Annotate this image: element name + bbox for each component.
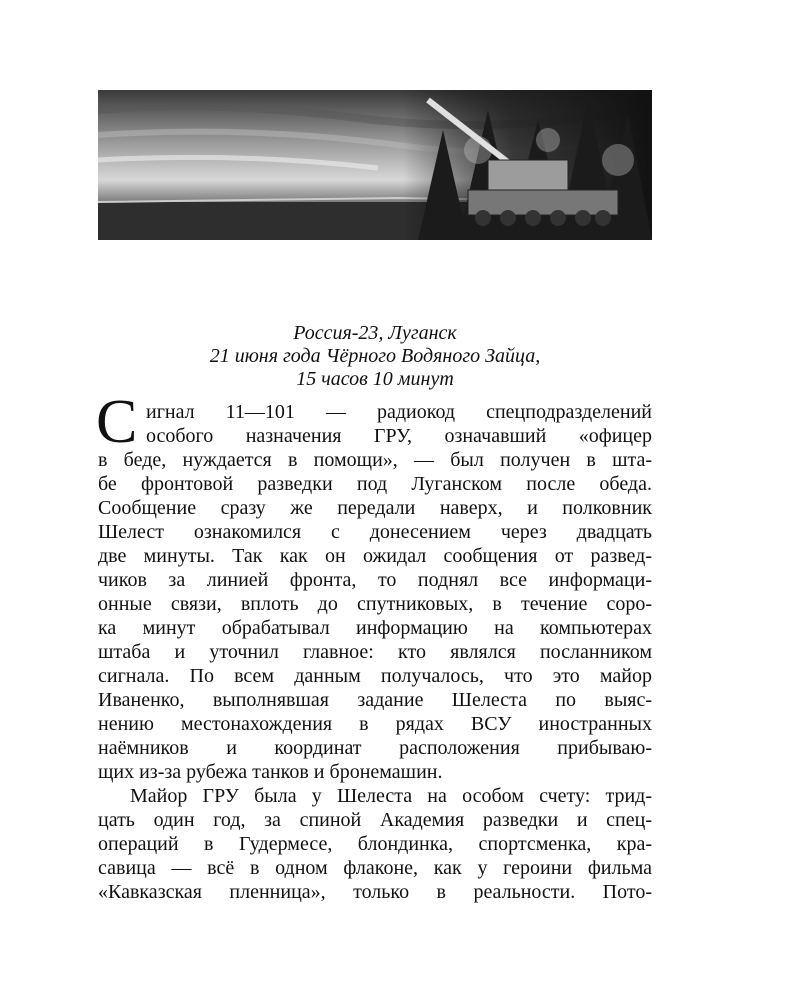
text-line: две минуты. Так как он ожидал сообщения от развед- bbox=[98, 545, 652, 567]
text-line: игнал 11—101 — радиокод спецподразделений bbox=[146, 401, 652, 423]
text-line: онные связи, вплоть до спутниковых, в течение соро- bbox=[98, 593, 652, 615]
text-line: бе фронтовой разведки под Луганском после обеда. bbox=[98, 473, 652, 495]
text-line: савица — всё в одном флаконе, как у героини фильма bbox=[98, 857, 652, 879]
text-line: Сообщение сразу же передали наверх, и полковник bbox=[98, 497, 652, 519]
text-line: Шелест ознакомился с донесением через двадцать bbox=[98, 521, 652, 543]
text-line: щих из-за рубежа танков и бронемашин. bbox=[98, 761, 443, 783]
heading-time: 15 часов 10 минут bbox=[296, 368, 454, 390]
text-line: штаба и уточнил главное: кто являлся посланником bbox=[98, 641, 652, 663]
chapter-heading bbox=[98, 322, 652, 391]
artillery-forest-banner-icon bbox=[98, 90, 652, 240]
text-line: «Кавказская пленница», только в реальности. Пото- bbox=[98, 881, 652, 903]
banner-image bbox=[98, 90, 652, 240]
text-line: наёмников и координат расположения прибываю- bbox=[98, 737, 652, 759]
text-line: сигнала. По всем данным получалось, что это майор bbox=[98, 665, 652, 687]
heading-date: 21 июня года Чёрного Водяного Зайца, bbox=[209, 345, 541, 367]
text-line: особого назначения ГРУ, означавший «офицер bbox=[146, 425, 652, 447]
text-line: Майор ГРУ была у Шелеста на особом счету: трид- bbox=[130, 785, 652, 807]
text-line: в беде, нуждается в помощи», — был получен в шта- bbox=[98, 449, 652, 471]
text-line: операций в Гудермесе, блондинка, спортсменка, кра- bbox=[98, 833, 652, 855]
heading-location: Россия-23, Луганск bbox=[293, 322, 457, 344]
text-line: цать один год, за спиной Академия разведки и спец- bbox=[98, 809, 652, 831]
text-line: чиков за линией фронта, то поднял все информаци- bbox=[98, 569, 652, 591]
drop-cap: С bbox=[96, 388, 138, 456]
text-line: нению местонахождения в рядах ВСУ иностранных bbox=[98, 713, 652, 735]
text-line: ка минут обрабатывал информацию на компьютерах bbox=[98, 617, 652, 639]
text-line: Иваненко, выполнявшая задание Шелеста по выяс- bbox=[98, 689, 652, 711]
body-text bbox=[96, 388, 652, 904]
